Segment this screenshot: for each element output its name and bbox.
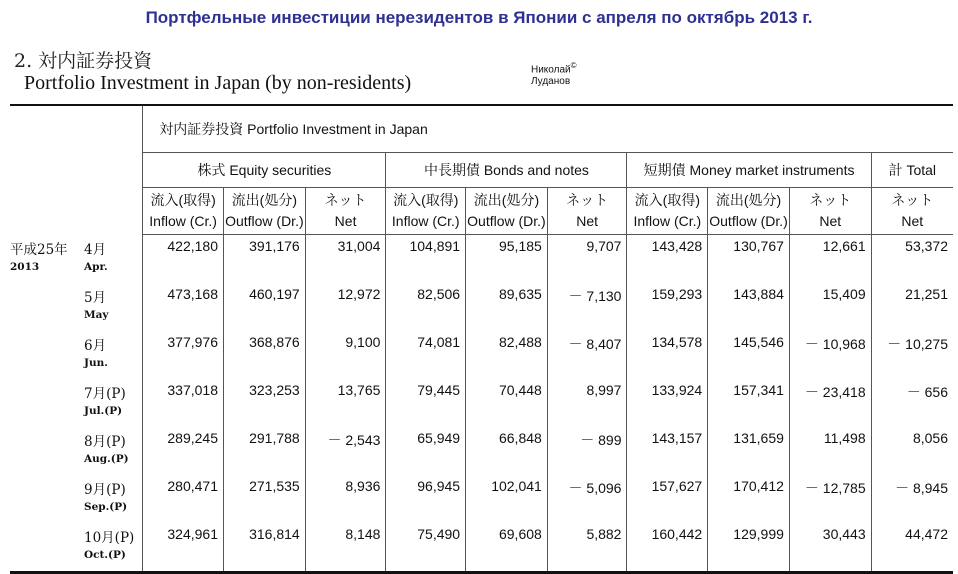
col-header-label: ネット <box>324 192 367 208</box>
main-header: 対内証券投資 Portfolio Investment in Japan <box>143 105 953 153</box>
cell-bonds-net: － 7,130 <box>547 283 627 331</box>
col-header-label: 流出(処分) <box>715 192 782 208</box>
year-label-jp: 平成25年 <box>10 241 68 258</box>
cell-equity-inflow: 422,180 <box>143 235 224 284</box>
cell-money-inflow: 133,924 <box>627 379 708 427</box>
header-blank-cell <box>10 105 143 235</box>
cell-bonds-outflow: 89,635 <box>466 283 548 331</box>
period-cell <box>10 379 143 427</box>
month-label-jp: 9月(P) <box>84 482 126 498</box>
cell-equity-net: 31,004 <box>305 235 386 284</box>
author-credit <box>531 60 577 88</box>
col-header-label: Inflow (Cr.) <box>149 213 217 229</box>
col-header-label: 流入(取得) <box>634 192 700 208</box>
table-row <box>10 331 953 379</box>
cell-money-outflow: 170,412 <box>708 475 790 523</box>
cell-equity-outflow: 460,197 <box>224 283 306 331</box>
col-header-inflow <box>386 188 466 235</box>
cell-money-outflow: 143,884 <box>708 283 790 331</box>
cell-money-outflow: 129,999 <box>708 523 790 573</box>
year-label-en: 2013 <box>10 260 40 273</box>
col-header-label: 流出(処分) <box>231 192 298 208</box>
group-header-bonds: 中長期債 Bonds and notes <box>386 153 627 188</box>
month-label-en: Jun. <box>84 357 108 369</box>
cell-bonds-outflow: 102,041 <box>466 475 548 523</box>
col-header-label: Net <box>576 213 599 229</box>
cell-bonds-net: 9,707 <box>547 235 627 284</box>
cell-money-inflow: 143,157 <box>627 427 708 475</box>
month-label-en: Jul.(P) <box>84 405 123 417</box>
author-first-name: Николай <box>531 64 571 76</box>
month-label-jp: 4月 <box>84 241 107 258</box>
cell-bonds-inflow: 74,081 <box>386 331 466 379</box>
month-label-jp: 5月 <box>84 290 107 306</box>
cell-bonds-outflow: 70,448 <box>466 379 548 427</box>
col-header-outflow <box>708 188 790 235</box>
col-header-label: 流出(処分) <box>473 192 540 208</box>
cell-equity-inflow: 280,471 <box>143 475 224 523</box>
cell-money-outflow: 157,341 <box>708 379 790 427</box>
col-header-outflow <box>466 188 548 235</box>
cell-money-inflow: 134,578 <box>627 331 708 379</box>
period-cell <box>10 331 143 379</box>
col-header-net <box>547 188 627 235</box>
cell-bonds-net: － 5,096 <box>547 475 627 523</box>
cell-equity-outflow: 291,788 <box>224 427 306 475</box>
author-last-name: Луданов <box>531 76 571 88</box>
col-header-label: Outflow (Dr.) <box>467 213 546 229</box>
cell-money-net: 11,498 <box>789 427 871 475</box>
cell-total-net: － 10,275 <box>871 331 953 379</box>
month-label-en: Sep.(P) <box>84 501 128 513</box>
period-cell <box>10 283 143 331</box>
table-row <box>10 283 953 331</box>
cell-total-net: － 8,945 <box>871 475 953 523</box>
cell-equity-inflow: 289,245 <box>143 427 224 475</box>
col-header-label: Outflow (Dr.) <box>225 213 304 229</box>
cell-money-inflow: 159,293 <box>627 283 708 331</box>
cell-bonds-outflow: 82,488 <box>466 331 548 379</box>
cell-equity-inflow: 377,976 <box>143 331 224 379</box>
month-label-jp: 8月(P) <box>84 434 126 450</box>
col-header-label: 流入(取得) <box>150 192 216 208</box>
section-title-jp: 2. 対内証券投資 <box>14 50 153 72</box>
table-row <box>10 379 953 427</box>
cell-bonds-net: 5,882 <box>547 523 627 573</box>
month-label-jp: 7月(P) <box>84 386 126 402</box>
cell-bonds-outflow: 95,185 <box>466 235 548 284</box>
cell-money-inflow: 143,428 <box>627 235 708 284</box>
cell-bonds-inflow: 65,949 <box>386 427 466 475</box>
cell-equity-net: 9,100 <box>305 331 386 379</box>
cell-money-net: － 10,968 <box>789 331 871 379</box>
cell-money-outflow: 130,767 <box>708 235 790 284</box>
cell-equity-outflow: 271,535 <box>224 475 306 523</box>
col-header-label: 流入(取得) <box>393 192 459 208</box>
cell-money-outflow: 145,546 <box>708 331 790 379</box>
month-label-en: Apr. <box>84 260 108 273</box>
cell-equity-inflow: 473,168 <box>143 283 224 331</box>
cell-total-net: 8,056 <box>871 427 953 475</box>
section-title-en: Portfolio Investment in Japan (by non-residents) <box>24 72 412 94</box>
cell-bonds-inflow: 79,445 <box>386 379 466 427</box>
col-header-net <box>305 188 386 235</box>
cell-equity-net: 8,148 <box>305 523 386 573</box>
col-header-label: Inflow (Cr.) <box>391 213 460 229</box>
month-label-en: May <box>84 309 109 321</box>
table-row <box>10 523 953 573</box>
col-header-label: Outflow (Dr.) <box>709 213 788 229</box>
cell-bonds-outflow: 69,608 <box>466 523 548 573</box>
col-header-label: Net <box>901 213 924 229</box>
col-header-label: Inflow (Cr.) <box>633 213 702 229</box>
col-header-label: Net <box>819 213 842 229</box>
cell-equity-outflow: 316,814 <box>224 523 306 573</box>
cell-money-net: 30,443 <box>789 523 871 573</box>
col-header-label: ネット <box>809 192 852 208</box>
period-cell <box>10 523 143 573</box>
cell-bonds-inflow: 75,490 <box>386 523 466 573</box>
group-header-total: 計 Total <box>871 153 953 188</box>
cell-total-net: － 656 <box>871 379 953 427</box>
col-header-inflow <box>627 188 708 235</box>
cell-equity-inflow: 324,961 <box>143 523 224 573</box>
month-label-en: Aug.(P) <box>84 453 129 465</box>
col-header-label: ネット <box>566 192 609 208</box>
cell-money-outflow: 131,659 <box>708 427 790 475</box>
cell-bonds-net: － 899 <box>547 427 627 475</box>
cell-bonds-inflow: 104,891 <box>386 235 466 284</box>
cell-bonds-inflow: 96,945 <box>386 475 466 523</box>
table-row <box>10 475 953 523</box>
cell-equity-outflow: 368,876 <box>224 331 306 379</box>
cell-bonds-net: － 8,407 <box>547 331 627 379</box>
cell-total-net: 21,251 <box>871 283 953 331</box>
cell-money-net: － 23,418 <box>789 379 871 427</box>
cell-money-net: － 12,785 <box>789 475 871 523</box>
copyright-icon: © <box>570 61 577 70</box>
cell-total-net: 44,472 <box>871 523 953 573</box>
cell-money-inflow: 157,627 <box>627 475 708 523</box>
cell-bonds-outflow: 66,848 <box>466 427 548 475</box>
cell-equity-net: 8,936 <box>305 475 386 523</box>
col-header-label: Net <box>334 213 357 229</box>
period-cell <box>10 427 143 475</box>
group-header-money-market: 短期債 Money market instruments <box>627 153 871 188</box>
cell-money-net: 15,409 <box>789 283 871 331</box>
col-header-outflow <box>224 188 306 235</box>
cell-equity-net: 13,765 <box>305 379 386 427</box>
cell-total-net: 53,372 <box>871 235 953 284</box>
table-row <box>10 235 953 284</box>
cell-equity-outflow: 323,253 <box>224 379 306 427</box>
group-header-equity: 株式 Equity securities <box>143 153 386 188</box>
cell-money-net: 12,661 <box>789 235 871 284</box>
cell-equity-inflow: 337,018 <box>143 379 224 427</box>
cell-equity-net: － 2,543 <box>305 427 386 475</box>
cell-equity-outflow: 391,176 <box>224 235 306 284</box>
period-cell <box>10 235 143 284</box>
month-label-jp: 10月(P) <box>84 530 135 546</box>
col-header-inflow <box>143 188 224 235</box>
month-label-jp: 6月 <box>84 338 107 354</box>
col-header-label: ネット <box>891 192 934 208</box>
period-cell <box>10 475 143 523</box>
cell-equity-net: 12,972 <box>305 283 386 331</box>
col-header-net <box>789 188 871 235</box>
cell-bonds-net: 8,997 <box>547 379 627 427</box>
table-row <box>10 427 953 475</box>
portfolio-investment-table <box>10 104 953 574</box>
cell-money-inflow: 160,442 <box>627 523 708 573</box>
page-title: Портфельные инвестиции нерезидентов в Японии с апреля по октябрь 2013 г. <box>145 8 813 27</box>
col-header-total-net <box>871 188 953 235</box>
cell-bonds-inflow: 82,506 <box>386 283 466 331</box>
month-label-en: Oct.(P) <box>84 549 126 561</box>
